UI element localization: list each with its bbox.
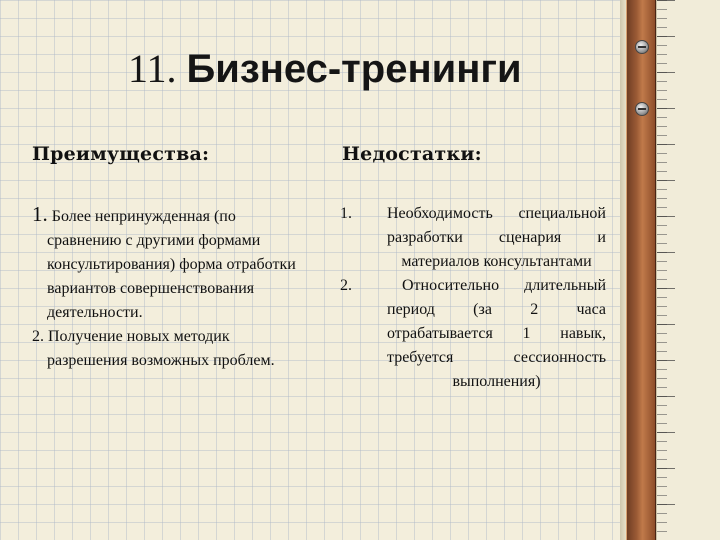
item-number: 2. (32, 328, 44, 345)
screw-icon (635, 102, 649, 116)
item-first-line (340, 274, 606, 298)
screw-icon (635, 40, 649, 54)
advantages-heading: Преимущества: (32, 143, 210, 165)
item-text: Необходимость специальной разработки сценария и материалов консультантами (387, 205, 606, 270)
list-item (340, 202, 606, 274)
list-item (32, 325, 307, 373)
disadvantages-heading: Недостатки: (342, 143, 482, 165)
page-title (128, 44, 522, 94)
item-number: 1. (340, 205, 352, 222)
item-number: 1. (32, 202, 48, 226)
title-number: 11. (128, 46, 177, 91)
item-text: Относительно длительный (401, 277, 606, 294)
advantages-list (32, 202, 307, 373)
disadvantages-list (340, 202, 606, 394)
list-item (32, 202, 307, 325)
ruler-icon (626, 0, 656, 540)
item-number: 2. (340, 277, 352, 294)
item-text-continued: период (за 2 часа отрабатывается 1 навык, требуется сессионность выполнения) (387, 301, 606, 390)
title-text: Бизнес-тренинги (186, 47, 522, 91)
item-text: Более непринужденная (по сравнению с другими формами консультирования) форма отработки вариантов совершенствования деятельности. (47, 208, 296, 321)
list-item (340, 274, 606, 394)
item-text: Получение новых методик разрешения возможных проблем. (47, 328, 275, 369)
ruler-scale-icon (656, 0, 720, 540)
